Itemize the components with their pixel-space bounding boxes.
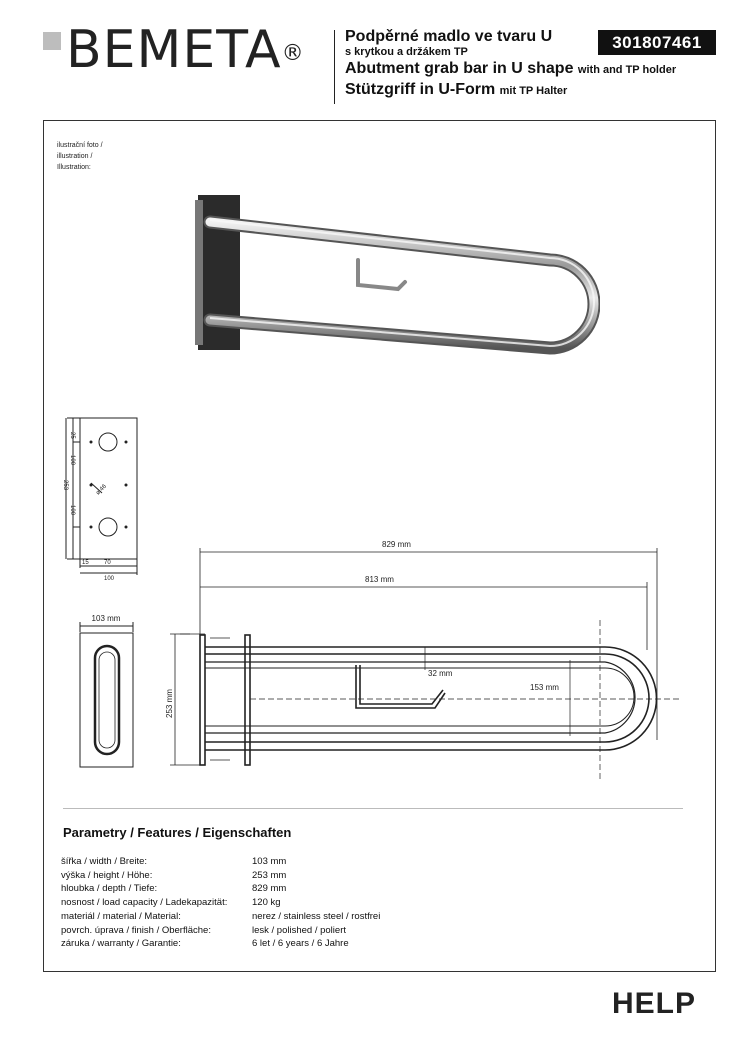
side-view-drawing [160, 540, 690, 780]
plate-outline [80, 418, 137, 559]
table-row [61, 855, 380, 869]
title-de-main: Stützgriff in U-Form [345, 81, 496, 98]
side-dim-height: 253 mm [165, 689, 174, 718]
side-dim-overall-length: 829 mm [382, 540, 411, 549]
side-dim-inner-width: 153 mm [530, 683, 559, 692]
param-value: 253 mm [252, 869, 287, 881]
parameters-heading: Parametry / Features / Eigenschaften [63, 825, 292, 840]
front-dim-width: 103 mm [91, 614, 121, 623]
plate-dim-bottom-1: 15 [82, 560, 89, 566]
title-de-suffix: mit TP Halter [499, 85, 568, 97]
title-de [345, 80, 744, 101]
series-name: HELP [612, 987, 697, 1020]
title-en [345, 59, 744, 80]
param-value: 103 mm [252, 856, 287, 867]
table-row [61, 937, 380, 951]
plate-dim-hole: ø 46 [95, 483, 108, 497]
side-wall-plate-left [200, 635, 205, 765]
param-label: povrch. úprava / finish / Oberfläche: [61, 924, 211, 936]
param-value: 829 mm [252, 883, 287, 895]
parameters-table [61, 855, 380, 951]
param-label: nosnost / load capacity / Ladekapazität: [61, 897, 228, 909]
logo-text: BEMETA [66, 20, 282, 80]
table-row [61, 882, 380, 896]
title-cz: Podpěrné madlo ve tvaru U [345, 28, 553, 45]
plate-dim-bottom-2: 70 [104, 560, 111, 566]
registered-mark: ® [281, 41, 305, 66]
header-divider [334, 30, 335, 104]
param-value: lesk / polished / poliert [252, 924, 346, 936]
table-row [61, 869, 380, 883]
plate-dim-1: 25 [69, 432, 75, 439]
title-en-main: Abutment grab bar in U shape [345, 60, 574, 77]
param-label: výška / height / Höhe: [61, 869, 153, 881]
plate-dim-total-height: 253 [62, 480, 68, 491]
section-divider [63, 808, 683, 809]
caption-line-de: Illustration: [57, 164, 91, 171]
brand-logo [66, 20, 305, 80]
product-code-badge: 301807461 [598, 30, 716, 55]
param-value: 120 kg [252, 897, 281, 909]
mount-hole-bottom [99, 518, 117, 536]
plate-dim-3: 100 [69, 505, 75, 516]
front-plate-outline [80, 633, 133, 767]
param-label: hloubka / depth / Tiefe: [61, 883, 158, 895]
title-en-suffix: with and TP holder [577, 64, 677, 76]
param-label: šířka / width / Breite: [61, 856, 148, 867]
plate-drawing [58, 405, 148, 585]
param-label: záruka / warranty / Garantie: [61, 938, 181, 950]
plate-dim-2: 100 [69, 455, 75, 466]
illustration-caption [57, 140, 103, 173]
mount-hole-top [99, 433, 117, 451]
plate-dim-total-width: 100 [104, 576, 115, 582]
param-value: nerez / stainless steel / rostfrei [252, 910, 381, 922]
caption-line-cz: ilustrační foto / [57, 142, 103, 149]
table-row [61, 896, 380, 910]
tp-holder-photo [358, 260, 405, 289]
side-dim-holder-gap: 32 mm [428, 669, 453, 678]
table-row [61, 910, 380, 924]
table-row [61, 924, 380, 938]
caption-line-en: illustration / [57, 153, 93, 160]
side-dim-bar-length: 813 mm [365, 575, 394, 584]
product-illustration [190, 190, 600, 365]
param-label: materiál / material / Material: [61, 910, 181, 922]
subtitle-cz: s krytkou a držákem TP [345, 46, 468, 58]
logo-square [43, 32, 61, 50]
front-view-drawing [75, 608, 145, 773]
param-value: 6 let / 6 years / 6 Jahre [252, 938, 349, 950]
